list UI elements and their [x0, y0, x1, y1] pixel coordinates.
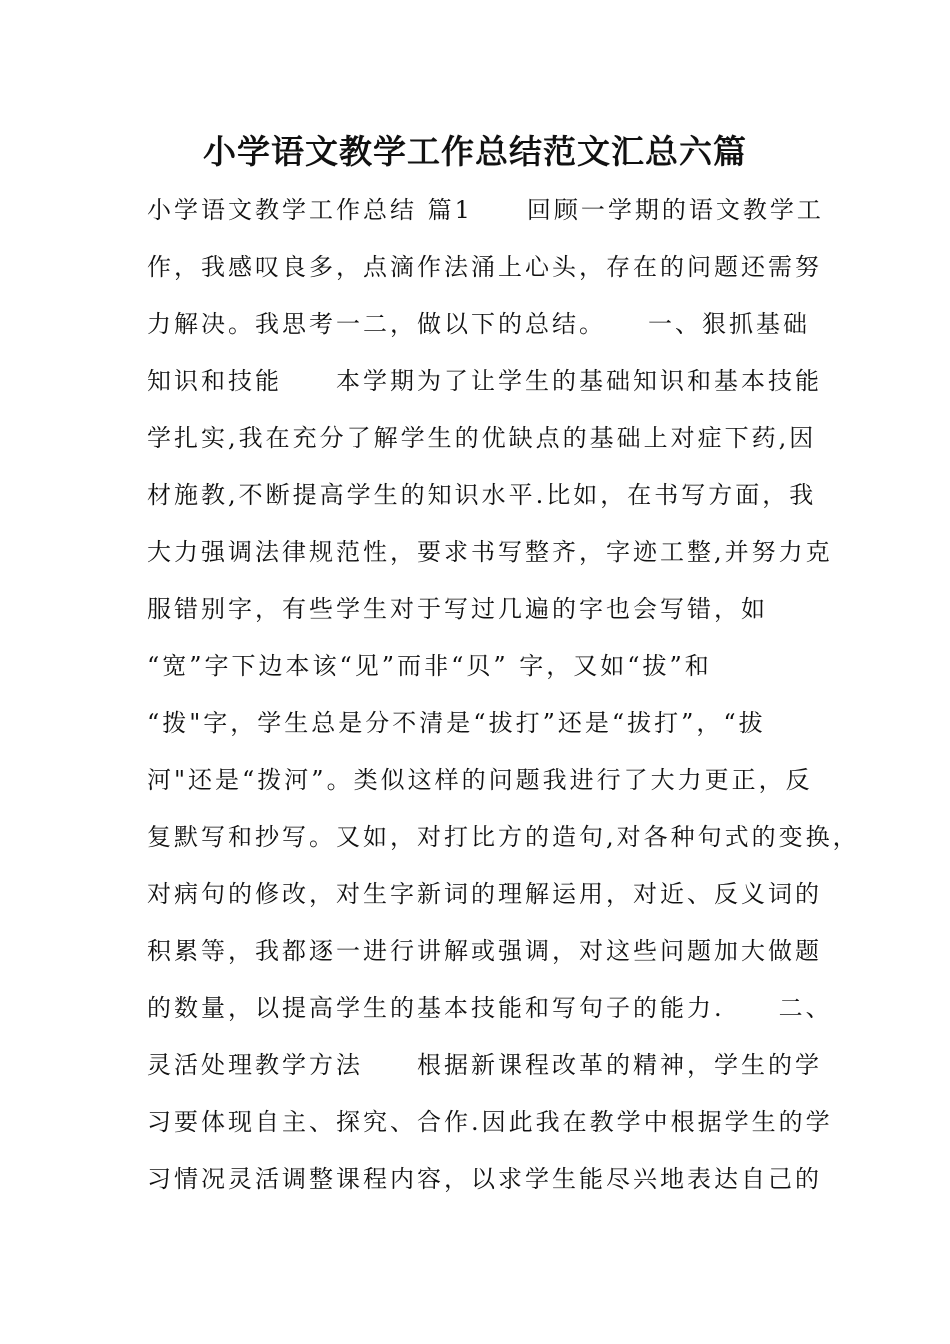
document-body	[147, 182, 860, 1208]
document-title: 小学语文教学工作总结范文汇总六篇	[203, 132, 747, 171]
body-line: 习情况灵活调整课程内容，以求学生能尽兴地表达自己的	[147, 1165, 822, 1193]
body-line: 大力强调法律规范性，要求书写整齐，字迹工整,并努力克	[147, 538, 833, 566]
body-line: 力解决。我思考一二，做以下的总结。 一、狠抓基础	[147, 310, 810, 338]
body-line: 材施教,不断提高学生的知识水平.比如，在书写方面，我	[147, 481, 817, 509]
body-line: 学扎实,我在充分了解学生的优缺点的基础上对症下药,因	[147, 424, 817, 452]
body-line: 对病句的修改，对生字新词的理解运用，对近、反义词的	[147, 880, 822, 908]
body-line: 复默写和抄写。又如，对打比方的造句,对各种句式的变换，	[147, 823, 860, 851]
body-line: 河"还是“拨河”。类似这样的问题我进行了大力更正，反	[147, 766, 813, 794]
body-line: 积累等，我都逐一进行讲解或强调，对这些问题加大做题	[147, 937, 822, 965]
body-line: 服错别字，有些学生对于写过几遍的字也会写错，如	[147, 595, 768, 623]
body-line: 的数量，以提高学生的基本技能和写句子的能力. 二、	[147, 994, 833, 1022]
body-line: 知识和技能 本学期为了让学生的基础知识和基本技能	[147, 367, 822, 395]
body-line: 作，我感叹良多，点滴作法涌上心头，存在的问题还需努	[147, 253, 822, 281]
body-line: 灵活处理教学方法 根据新课程改革的精神，学生的学	[147, 1051, 822, 1079]
body-line: 习要体现自主、探究、合作.因此我在教学中根据学生的学	[147, 1108, 833, 1136]
body-line: 小学语文教学工作总结 篇1 回顾一学期的语文教学工	[147, 196, 824, 224]
body-line: “拨"字，学生总是分不清是“拔打”还是“拔打”，“拔	[147, 709, 766, 737]
body-line: “宽”字下边本该“见”而非“贝” 字，又如“拔”和	[147, 652, 712, 680]
